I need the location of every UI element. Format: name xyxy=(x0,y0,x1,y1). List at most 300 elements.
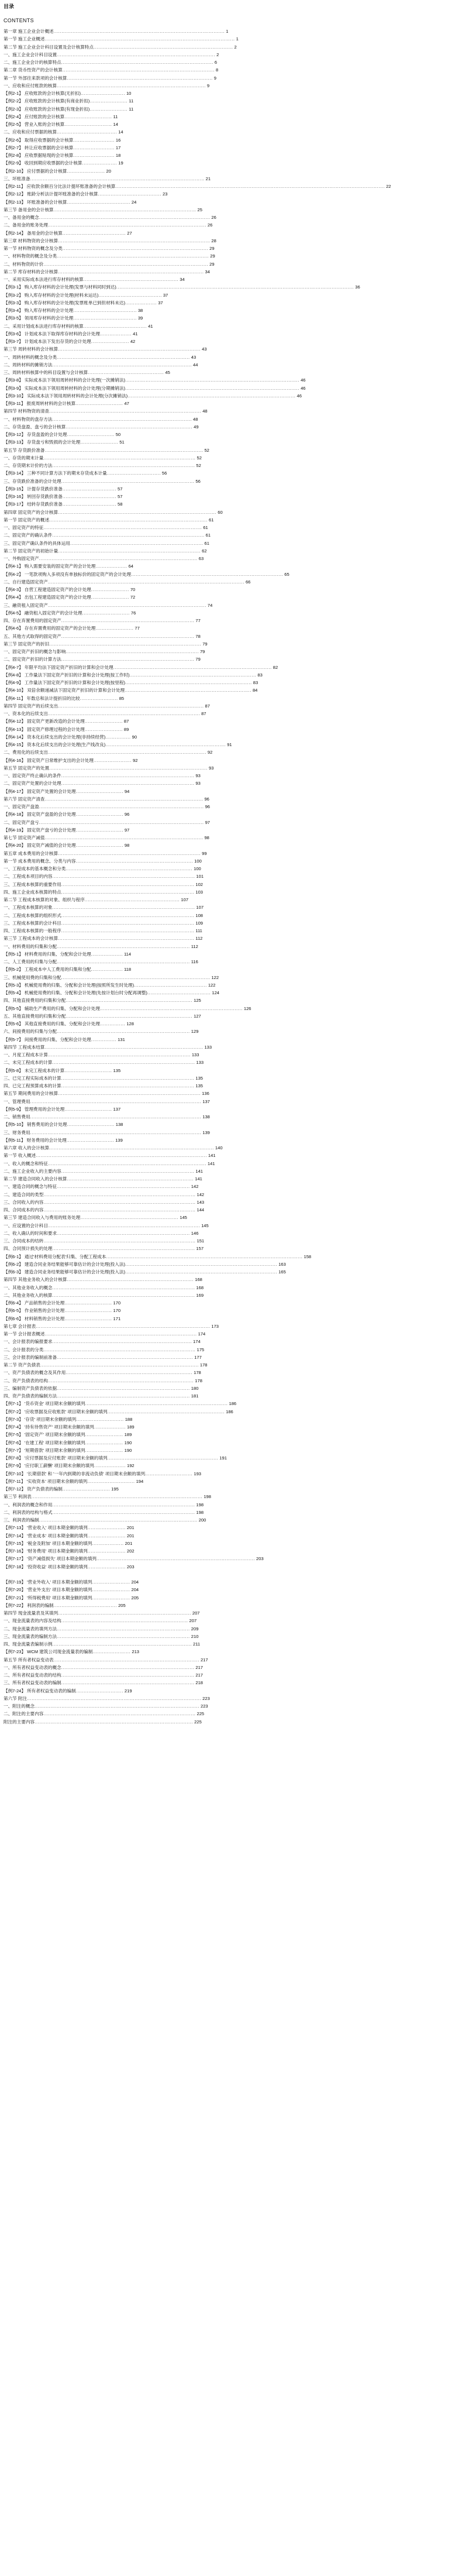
toc-entry[interactable] xyxy=(4,562,458,570)
toc-entry-title: 【例7-4】 '持有待售资产' 项目期末余额的填列 xyxy=(4,1424,94,1430)
toc-entry[interactable] xyxy=(4,850,458,857)
toc-entry[interactable] xyxy=(4,206,458,214)
toc-entry[interactable] xyxy=(4,353,458,361)
toc-leader-dots: .......................................................................................... xyxy=(58,850,201,856)
toc-entry[interactable] xyxy=(4,1043,458,1051)
toc-page-number: 92 xyxy=(133,757,138,763)
toc-entry[interactable] xyxy=(4,1167,458,1175)
toc-entry[interactable] xyxy=(4,1447,458,1454)
toc-entry[interactable] xyxy=(4,415,458,423)
toc-entry[interactable] xyxy=(4,407,458,415)
toc-entry[interactable] xyxy=(4,912,458,919)
toc-entry[interactable] xyxy=(4,183,458,190)
toc-entry[interactable] xyxy=(4,1369,458,1376)
toc-entry[interactable] xyxy=(4,1152,458,1159)
toc-entry[interactable] xyxy=(4,1516,458,1524)
toc-entry[interactable] xyxy=(4,283,458,291)
toc-entry[interactable] xyxy=(4,1354,458,1361)
toc-entry-title: 【例4-17】 固定资产处置的会计处理 xyxy=(4,788,76,794)
toc-entry[interactable] xyxy=(4,1214,458,1221)
toc-entry-title: 【例6-1】 通过'材料费用分配表'归集、分配工程成本 xyxy=(4,1253,106,1259)
toc-entry[interactable] xyxy=(4,307,458,314)
toc-entry[interactable] xyxy=(4,1338,458,1345)
toc-entry[interactable] xyxy=(4,509,458,516)
toc-entry[interactable] xyxy=(4,602,458,609)
toc-entry[interactable] xyxy=(4,881,458,888)
toc-entry-title: 【例3-6】 计划成本法下取得库存材料的会计处理 xyxy=(4,331,100,336)
toc-entry[interactable] xyxy=(4,640,458,648)
toc-entry[interactable] xyxy=(4,175,458,183)
toc-entry[interactable] xyxy=(4,198,458,206)
toc-leader-dots: .............................. xyxy=(75,1688,123,1694)
toc-entry[interactable] xyxy=(4,772,458,779)
toc-entry[interactable] xyxy=(4,1563,458,1571)
toc-entry[interactable] xyxy=(4,1385,458,1392)
toc-entry[interactable] xyxy=(4,927,458,935)
toc-entry[interactable] xyxy=(4,1284,458,1292)
toc-entry[interactable] xyxy=(4,90,458,97)
toc-entry[interactable] xyxy=(4,516,458,524)
toc-leader-dots: .......................................................................................... xyxy=(52,463,195,468)
toc-entry[interactable] xyxy=(4,423,458,431)
toc-leader-dots: .......................................................................................... xyxy=(52,1246,195,1252)
toc-entry[interactable] xyxy=(4,1431,458,1438)
toc-entry[interactable] xyxy=(4,865,458,873)
toc-entry[interactable] xyxy=(4,128,458,136)
toc-entry-title: 【例4-12】 固定资产更新改造的会计处理 xyxy=(4,719,85,724)
toc-entry[interactable] xyxy=(4,1012,458,1020)
toc-entry[interactable] xyxy=(4,857,458,865)
toc-entry[interactable] xyxy=(4,28,458,35)
toc-page-number: 190 xyxy=(124,1440,132,1445)
toc-entry[interactable] xyxy=(4,695,458,702)
toc-entry[interactable] xyxy=(4,547,458,555)
toc-entry-title: 三、编制资产负债表的依据 xyxy=(4,1385,57,1391)
toc-entry-title: 六、间接费用的归集与分配 xyxy=(4,1029,57,1035)
toc-entry[interactable] xyxy=(4,1555,458,1562)
toc-entry[interactable] xyxy=(4,252,458,260)
toc-page-number: 34 xyxy=(205,269,210,274)
toc-entry[interactable] xyxy=(4,1082,458,1090)
toc-entry-title: 五、其他方式取得的固定资产 xyxy=(4,633,61,639)
toc-entry[interactable] xyxy=(4,462,458,469)
toc-entry[interactable] xyxy=(4,1493,458,1500)
toc-entry[interactable] xyxy=(4,1695,458,1702)
toc-entry[interactable] xyxy=(4,764,458,772)
toc-entry[interactable] xyxy=(4,1028,458,1035)
toc-entry[interactable] xyxy=(4,810,458,818)
toc-entry[interactable] xyxy=(4,1578,458,1586)
toc-entry[interactable] xyxy=(4,1524,458,1531)
toc-entry[interactable] xyxy=(4,500,458,508)
toc-entry[interactable] xyxy=(4,392,458,400)
toc-leader-dots: .................................................................................... xyxy=(57,1393,190,1399)
toc-entry[interactable] xyxy=(4,1020,458,1028)
toc-entry[interactable] xyxy=(4,221,458,229)
toc-page-number: 9 xyxy=(206,83,210,88)
toc-leader-dots: .................................................................................... xyxy=(70,540,204,546)
toc-page-number: 138 xyxy=(115,1122,123,1128)
toc-entry[interactable] xyxy=(4,345,458,353)
toc-entry[interactable] xyxy=(4,1229,458,1237)
toc-entry-title: 【例3-5】 领用库存材料的会计处理 xyxy=(4,315,74,321)
toc-entry[interactable] xyxy=(4,540,458,547)
toc-entry[interactable] xyxy=(4,1478,458,1485)
toc-entry[interactable] xyxy=(4,1307,458,1314)
toc-leader-dots: .................... xyxy=(125,300,157,305)
toc-entry[interactable] xyxy=(4,1098,458,1105)
toc-entry[interactable] xyxy=(4,51,458,59)
toc-entry[interactable] xyxy=(4,733,458,741)
toc-entry[interactable] xyxy=(4,950,458,958)
toc-page-number: 63 xyxy=(198,556,204,561)
toc-leader-dots: ........................ xyxy=(80,439,119,445)
toc-entry[interactable] xyxy=(4,757,458,764)
toc-entry[interactable] xyxy=(4,524,458,531)
toc-entry[interactable] xyxy=(4,485,458,493)
toc-entry[interactable] xyxy=(4,35,458,43)
toc-entry[interactable] xyxy=(4,788,458,795)
toc-entry-title: 二、周转材料的摊销方法 xyxy=(4,362,53,367)
toc-entry[interactable] xyxy=(4,121,458,128)
toc-entry[interactable] xyxy=(4,1547,458,1555)
toc-entry[interactable] xyxy=(4,1679,458,1687)
toc-entry[interactable] xyxy=(4,819,458,826)
toc-entry[interactable] xyxy=(4,1323,458,1330)
toc-page-number: 64 xyxy=(128,564,134,569)
toc-page-number: 98 xyxy=(124,843,130,849)
toc-entry[interactable] xyxy=(4,1648,458,1655)
toc-entry[interactable] xyxy=(4,1051,458,1059)
toc-entry[interactable] xyxy=(4,1594,458,1602)
toc-page-number: 180 xyxy=(191,1385,199,1391)
toc-entry[interactable] xyxy=(4,1509,458,1516)
toc-entry[interactable] xyxy=(4,702,458,710)
toc-entry-title: 一、材料物资的盘存方法 xyxy=(4,416,53,422)
toc-entry[interactable] xyxy=(4,493,458,500)
toc-entry[interactable] xyxy=(4,974,458,981)
toc-leader-dots: .................................................................................... xyxy=(61,1075,195,1081)
toc-entry[interactable] xyxy=(4,1183,458,1190)
toc-entry[interactable] xyxy=(4,679,458,686)
toc-leader-dots: .............................. xyxy=(64,114,112,119)
toc-leader-dots: .......................................................................................................... xyxy=(127,393,296,399)
toc-leader-dots: ............................................................................................................ xyxy=(30,1129,202,1135)
toc-entry[interactable] xyxy=(4,748,458,756)
toc-entry-title: 第二节 施工企业会计科目设置及会计核算特点 xyxy=(4,44,94,50)
toc-entry[interactable] xyxy=(4,1540,458,1547)
toc-entry[interactable] xyxy=(4,1408,458,1416)
toc-entry[interactable] xyxy=(4,454,458,462)
toc-entry-title: 【例5-4】 机械使用费的归集、分配和会计处理(先按计划台时分配再调整) xyxy=(4,990,147,995)
toc-entry[interactable] xyxy=(4,159,458,167)
toc-entry[interactable] xyxy=(4,1253,458,1260)
toc-entry[interactable] xyxy=(4,1633,458,1640)
toc-entry[interactable] xyxy=(4,1315,458,1323)
toc-leader-dots: ........................................ xyxy=(73,308,137,313)
toc-entry[interactable] xyxy=(4,1059,458,1066)
toc-entry[interactable] xyxy=(4,1532,458,1540)
toc-entry[interactable] xyxy=(4,1361,458,1369)
toc-entry[interactable] xyxy=(4,1206,458,1214)
toc-entry[interactable] xyxy=(4,1067,458,1074)
toc-leader-dots: .............................. xyxy=(75,401,123,406)
toc-entry[interactable] xyxy=(4,826,458,834)
toc-entry[interactable] xyxy=(4,1625,458,1633)
toc-entry[interactable] xyxy=(4,1710,458,1718)
toc-entry[interactable] xyxy=(4,741,458,748)
toc-entry[interactable] xyxy=(4,803,458,810)
toc-entry-title: 【例4-5】 融资租入固定资产的会计处理 xyxy=(4,610,82,616)
toc-entry[interactable] xyxy=(4,105,458,113)
toc-leader-dots: ........................ xyxy=(91,587,129,592)
toc-entry[interactable] xyxy=(4,314,458,322)
toc-entry[interactable] xyxy=(4,1416,458,1423)
toc-entry[interactable] xyxy=(4,617,458,624)
toc-entry[interactable] xyxy=(4,958,458,966)
toc-entry[interactable] xyxy=(4,1462,458,1469)
toc-entry-title: 【例7-1】 '货币资金' 项目期末余额的填列 xyxy=(4,1401,85,1407)
toc-entry-title: 二、人工费用的归集与分配 xyxy=(4,959,57,964)
toc-entry[interactable] xyxy=(4,330,458,338)
toc-entry[interactable] xyxy=(4,981,458,989)
toc-entry[interactable] xyxy=(4,633,458,640)
toc-entry[interactable] xyxy=(4,1377,458,1385)
toc-leader-dots: .................................................................................... xyxy=(57,354,190,360)
toc-page-number: 66 xyxy=(245,579,251,585)
toc-entry[interactable] xyxy=(4,1129,458,1136)
toc-entry-title: 【例7-14】 '营业成本' 项目本期金额的填列 xyxy=(4,1533,88,1538)
toc-entry[interactable] xyxy=(4,1671,458,1679)
toc-entry[interactable] xyxy=(4,834,458,842)
toc-entry[interactable] xyxy=(4,1470,458,1478)
toc-leader-dots: ................................................................................................ xyxy=(47,1222,201,1228)
toc-entry[interactable] xyxy=(4,1687,458,1695)
toc-entry[interactable] xyxy=(4,1005,458,1012)
toc-leader-dots: ............................................................................................ xyxy=(47,1378,194,1383)
toc-entry-title: 一、建造合同的概念与特征 xyxy=(4,1184,57,1190)
toc-entry[interactable] xyxy=(4,1656,458,1664)
toc-entry[interactable] xyxy=(4,338,458,345)
toc-entry[interactable] xyxy=(4,1330,458,1338)
toc-page-number: 57 xyxy=(117,494,123,499)
toc-entry[interactable] xyxy=(4,648,458,655)
toc-entry[interactable] xyxy=(4,1036,458,1043)
toc-entry[interactable] xyxy=(4,167,458,175)
toc-entry-title: 第四章 固定资产的会计核算 xyxy=(4,509,58,515)
toc-entry[interactable] xyxy=(4,291,458,299)
toc-entry[interactable] xyxy=(4,400,458,407)
toc-entry[interactable] xyxy=(4,935,458,942)
toc-entry[interactable] xyxy=(4,997,458,1004)
toc-entry[interactable] xyxy=(4,1702,458,1710)
toc-entry[interactable] xyxy=(4,1268,458,1276)
toc-entry-title: 第一节 会计报表概述 xyxy=(4,1331,45,1337)
toc-leader-dots: .............................. xyxy=(75,843,123,849)
toc-entry-title: 【例2-14】 备用金的会计核算 xyxy=(4,230,63,236)
toc-entry[interactable] xyxy=(4,299,458,307)
toc-entry[interactable] xyxy=(4,438,458,446)
toc-entry[interactable] xyxy=(4,478,458,485)
toc-entry[interactable] xyxy=(4,795,458,803)
toc-entry[interactable] xyxy=(4,1664,458,1671)
toc-entry[interactable] xyxy=(4,842,458,849)
toc-entry[interactable] xyxy=(4,369,458,376)
toc-entry[interactable] xyxy=(4,66,458,74)
toc-entry[interactable] xyxy=(4,1423,458,1431)
toc-entry[interactable] xyxy=(4,1105,458,1113)
toc-entry[interactable] xyxy=(4,214,458,221)
toc-entry[interactable] xyxy=(4,1245,458,1252)
toc-entry[interactable] xyxy=(4,943,458,950)
toc-entry[interactable] xyxy=(4,469,458,477)
toc-entry[interactable] xyxy=(4,1485,458,1493)
toc-entry-title: 三、现金流量表的编制方法 xyxy=(4,1633,57,1639)
toc-entry[interactable] xyxy=(4,1222,458,1229)
toc-entry[interactable] xyxy=(4,1609,458,1617)
toc-entry[interactable] xyxy=(4,82,458,90)
toc-entry[interactable] xyxy=(4,361,458,369)
toc-entry[interactable] xyxy=(4,1292,458,1299)
toc-entry[interactable] xyxy=(4,671,458,679)
toc-entry[interactable] xyxy=(4,873,458,880)
toc-entry[interactable] xyxy=(4,237,458,245)
toc-entry[interactable] xyxy=(4,1392,458,1400)
toc-page-number: 171 xyxy=(113,1316,121,1321)
toc-entry[interactable] xyxy=(4,1501,458,1509)
toc-entry[interactable] xyxy=(4,1640,458,1648)
toc-entry[interactable] xyxy=(4,966,458,973)
toc-leader-dots: ................................................................................ xyxy=(125,688,251,693)
toc-entry[interactable] xyxy=(4,1136,458,1144)
toc-entry[interactable] xyxy=(4,1439,458,1447)
toc-entry[interactable] xyxy=(4,1617,458,1624)
toc-page-number: 137 xyxy=(113,1106,121,1112)
toc-entry[interactable] xyxy=(4,1237,458,1245)
toc-entry[interactable] xyxy=(4,919,458,927)
toc-entry-title: 一、现金流量表的内容及结构 xyxy=(4,1618,61,1624)
toc-entry[interactable] xyxy=(4,779,458,787)
toc-leader-dots: ................................................................................ xyxy=(65,866,193,871)
toc-entry[interactable] xyxy=(4,896,458,904)
toc-entry[interactable] xyxy=(4,1586,458,1593)
toc-entry[interactable] xyxy=(4,571,458,578)
toc-entry[interactable] xyxy=(4,431,458,438)
toc-entry[interactable] xyxy=(4,664,458,671)
toc-entry[interactable] xyxy=(4,384,458,392)
toc-entry[interactable] xyxy=(4,1160,458,1167)
toc-entry[interactable] xyxy=(4,245,458,252)
toc-entry[interactable] xyxy=(4,152,458,159)
toc-entry[interactable] xyxy=(4,555,458,562)
toc-entry[interactable] xyxy=(4,710,458,717)
toc-page-number: 19 xyxy=(118,160,123,166)
toc-entry[interactable] xyxy=(4,260,458,268)
toc-entry[interactable] xyxy=(4,59,458,66)
toc-entry[interactable] xyxy=(4,190,458,198)
toc-entry[interactable] xyxy=(4,1090,458,1097)
toc-entry[interactable] xyxy=(4,1175,458,1183)
toc-entry[interactable] xyxy=(4,144,458,152)
toc-entry[interactable] xyxy=(4,686,458,694)
toc-entry[interactable] xyxy=(4,904,458,911)
toc-entry-title: 【例4-15】 资本化后续支出的会计处理(生产线改良) xyxy=(4,742,106,747)
toc-entry[interactable] xyxy=(4,43,458,51)
toc-page-number: 100 xyxy=(194,866,201,871)
toc-entry-title: 【例4-6】 存在弃置费用的固定资产的会计处理 xyxy=(4,626,96,631)
toc-entry-title: 【例3-2】 购入库存材料的会计处理(材料未运达) xyxy=(4,292,99,298)
toc-entry[interactable] xyxy=(4,1191,458,1198)
toc-entry[interactable] xyxy=(4,97,458,105)
toc-entry[interactable] xyxy=(4,726,458,733)
toc-leader-dots: ............................................................................................ xyxy=(58,269,204,274)
toc-entry-title: 第二章 货币性资产的会计核算 xyxy=(4,67,63,73)
toc-entry[interactable] xyxy=(4,1121,458,1128)
toc-entry[interactable] xyxy=(4,1074,458,1082)
toc-entry[interactable] xyxy=(4,624,458,632)
toc-entry[interactable] xyxy=(4,578,458,586)
toc-entry[interactable] xyxy=(4,717,458,725)
toc-leader-dots: ................................................................................................ xyxy=(43,1191,196,1197)
toc-entry[interactable] xyxy=(4,1198,458,1206)
toc-page-number: 56 xyxy=(161,470,167,476)
toc-page-number: 58 xyxy=(117,502,123,507)
toc-entry[interactable] xyxy=(4,609,458,617)
toc-entry[interactable] xyxy=(4,1299,458,1307)
toc-entry[interactable] xyxy=(4,989,458,997)
toc-entry[interactable] xyxy=(4,1400,458,1407)
toc-leader-dots: .............................. xyxy=(64,1067,112,1073)
toc-entry[interactable] xyxy=(4,1454,458,1462)
toc-entry[interactable] xyxy=(4,655,458,663)
toc-entry[interactable] xyxy=(4,1113,458,1121)
toc-leader-dots: ................................................................................................ xyxy=(49,641,202,647)
toc-entry[interactable] xyxy=(4,593,458,601)
toc-page-number: 2 xyxy=(216,51,219,57)
toc-entry[interactable] xyxy=(4,888,458,896)
toc-entry[interactable] xyxy=(4,376,458,384)
toc-entry[interactable] xyxy=(4,586,458,593)
toc-leader-dots: ...................................................................................... xyxy=(58,936,195,942)
toc-entry[interactable] xyxy=(4,74,458,82)
toc-entry[interactable] xyxy=(4,268,458,276)
toc-entry-title: 第三章 材料物资的会计核算 xyxy=(4,238,58,243)
toc-entry-title: 【例6-3】 建造合同业务结果能够可靠估计的会计处理(投入法) xyxy=(4,1269,125,1275)
toc-leader-dots: .............................. xyxy=(64,122,112,127)
toc-entry-title: 二、固定资产盘亏 xyxy=(4,819,39,825)
toc-entry[interactable] xyxy=(4,136,458,144)
toc-page-number: 145 xyxy=(201,1222,209,1228)
toc-page-number: 194 xyxy=(136,1478,144,1484)
toc-entry[interactable] xyxy=(4,446,458,454)
toc-entry-title: 一、月度工程成本计算 xyxy=(4,1052,48,1057)
toc-entry-title: 【例4-16】 固定资产日常维护支出的会计处理 xyxy=(4,757,94,763)
toc-entry[interactable] xyxy=(4,531,458,539)
toc-entry[interactable] xyxy=(4,1602,458,1609)
toc-entry[interactable] xyxy=(4,1276,458,1283)
toc-entry[interactable] xyxy=(4,322,458,330)
toc-entry[interactable] xyxy=(4,1346,458,1354)
toc-entry[interactable] xyxy=(4,276,458,283)
toc-entry[interactable] xyxy=(4,1718,458,1726)
toc-entry-title: 三、工程成本核算的重要作用 xyxy=(4,881,61,887)
toc-leader-dots: ...................................... xyxy=(57,129,118,135)
toc-entry[interactable] xyxy=(4,1144,458,1152)
toc-leader-dots: ........................................................................................ xyxy=(52,1339,192,1345)
toc-entry[interactable] xyxy=(4,113,458,121)
toc-entry[interactable] xyxy=(4,1260,458,1268)
toc-entry[interactable] xyxy=(4,229,458,237)
